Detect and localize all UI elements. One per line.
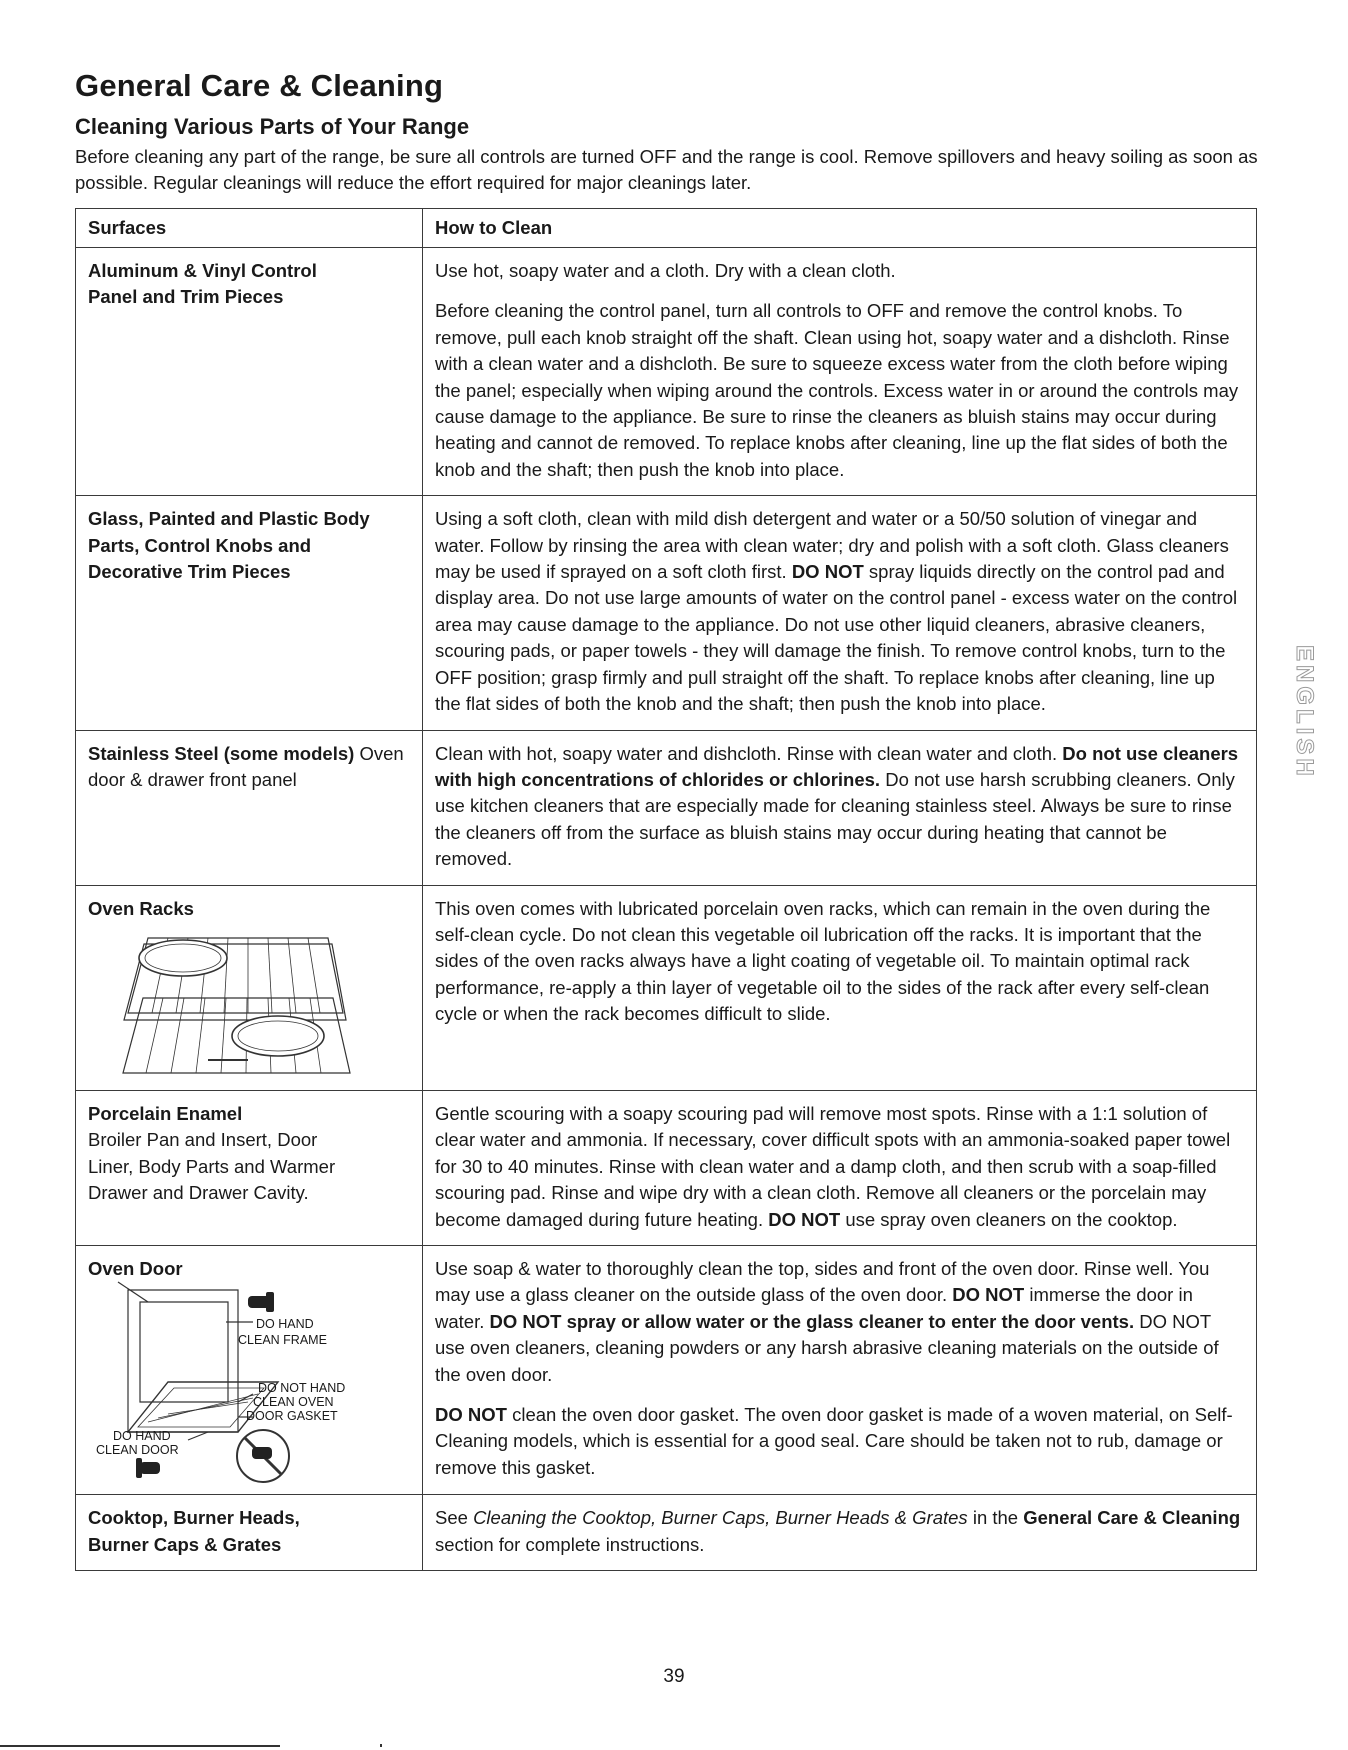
warning-text: DO NOT (952, 1284, 1025, 1306)
surface-name-bold: Porcelain Enamel (88, 1102, 243, 1124)
table-row (76, 1090, 1257, 1245)
instruction-text-part: See (435, 1507, 468, 1529)
instruction-text-part: clean the oven door gasket. The oven door gasket is made of a woven material, on Self-Cleaning models, which is essential for a good seal. Care should be taken not to rub, damage or remove this gasket. (435, 1404, 1233, 1478)
instruction-text-part: in the (972, 1507, 1019, 1529)
table-row (76, 885, 1257, 1090)
surface-cell (76, 885, 423, 1090)
intro-paragraph: Before cleaning any part of the range, be sure all controls are turned OFF and the range is cool. Remove spillovers and heavy soiling as soon as possible. Regular cleanings will reduce the effort required for major cleanings later. (75, 146, 1258, 193)
table-row (76, 496, 1257, 730)
surface-cell (76, 1245, 423, 1494)
surface-name (88, 741, 410, 794)
figure-label: DO NOT HAND (258, 1381, 346, 1396)
surface-name: Cooktop, Burner Heads, Burner Caps & Grates (88, 1507, 300, 1555)
page-number: 39 (663, 1666, 685, 1687)
instruction-text-part: DO NOT use oven cleaners, cleaning powders or any harsh abrasive cleaning materials on the outside of the oven door. (435, 1310, 1219, 1385)
instruction-text-part: Use soap & water to thoroughly clean the top, sides and front of the oven door. Rinse well. You may use a glass cleaner on the outside glass of the oven door. (435, 1257, 1210, 1306)
warning-text: DO NOT (768, 1208, 841, 1230)
surface-cell (76, 1090, 423, 1245)
warning-text: Do not use cleaners with high concentrations of chlorides or chlorines. (435, 742, 1239, 790)
how-to-clean-cell (423, 730, 1257, 885)
surface-name: Oven Racks (88, 897, 194, 919)
instruction-text-part: Using a soft cloth, clean with mild dish detergent and water or a 50/50 solution of vinegar and water. Follow by rinsing the area with clean water; dry and polish with a soft cloth. Glass cleaners may be used if sprayed on a soft cloth first. (435, 508, 1229, 583)
language-side-tab (1282, 640, 1318, 810)
instruction-text (435, 1505, 1244, 1558)
instruction-text: Before cleaning the control panel, turn all controls to OFF and remove the control knobs. To remove, pull each knob straight off the shaft. Clean using hot, soapy water and a dishcloth. Rinse with a clean water and a dishcloth. Be sure to squeeze excess water from the cloth before wiping the panel; especially when wiping around the controls. Excess water in or around the controls may cause damage to the appliance. Be sure to rinse the cleaners as bluish stains may occur during heating and cannot de removed. To replace knobs after cleaning, line up the flat sides of both the knob and the shaft; then push the knob into place. (435, 300, 1239, 480)
instruction-text-part: section for complete instructions. (435, 1533, 705, 1555)
figure-label: DO HAND (256, 1317, 314, 1332)
surface-cell (76, 496, 423, 730)
column-header-how-to-clean: How to Clean (423, 209, 1257, 248)
instruction-text: This oven comes with lubricated porcelain oven racks, which can remain in the oven during the self-clean cycle. Do not clean this vegetable oil lubrication off the racks. It is important that the sides of the oven racks always have a light coating of vegetable oil. To maintain optimal rack performance, re-apply a thin layer of vegetable oil to the sides of the rack after every self-clean cycle or when the rack becomes difficult to slide. (435, 897, 1211, 1025)
surface-cell (76, 730, 423, 885)
instruction-text-part: Clean with hot, soapy water and dishcloth. Rinse with clean water and cloth. (435, 742, 1058, 764)
table-header-row (76, 209, 1257, 248)
table-row (76, 730, 1257, 885)
cross-reference-section: General Care & Cleaning (1023, 1507, 1241, 1529)
instruction-text (435, 1101, 1244, 1233)
table-row (76, 248, 1257, 496)
bottom-rule (0, 1745, 280, 1747)
language-tab-label: ENGLISH (1291, 645, 1318, 780)
table-row (76, 1495, 1257, 1571)
how-to-clean-cell (423, 1090, 1257, 1245)
warning-text: DO NOT (435, 1404, 507, 1425)
column-header-surfaces: Surfaces (76, 209, 423, 248)
instruction-text (435, 1256, 1244, 1388)
warning-text: DO NOT (791, 561, 864, 583)
figure-label: CLEAN OVEN (253, 1395, 334, 1410)
figure-label: CLEAN FRAME (238, 1333, 327, 1348)
instruction-text-part: Do not use harsh scrubbing cleaners. Only use kitchen cleaners that are especially made for cleaning stainless steel. Always be sure to rinse the cleaners off from the surface as bluish stains may occur during heating that cannot be removed. (435, 768, 1235, 870)
page-title: General Care & Cleaning (75, 68, 444, 103)
how-to-clean-cell (423, 248, 1257, 496)
table-row (76, 1245, 1257, 1494)
section-title: Cleaning Various Parts of Your Range (75, 114, 470, 139)
instruction-text (435, 506, 1244, 717)
oven-door-drawing (88, 1282, 378, 1482)
figure-label: DO HAND (113, 1429, 171, 1444)
instruction-text-part: Gentle scouring with a soapy scouring pad will remove most spots. Rinse with a 1:1 solution of clear water and ammonia. If necessary, cover difficult spots with an ammonia-soaked paper towel for 30 to 40 minutes. Rinse with clean water and a damp cloth, and then scrub with a soap-filled scouring pad. Rinse and wipe dry with a clean cloth. Remove all cleaners or the porcelain may become damaged during future heating. (435, 1102, 1231, 1230)
warning-text: DO NOT spray or allow water or the glass cleaner to enter the door vents. (489, 1310, 1135, 1332)
figure-label: CLEAN DOOR (96, 1443, 179, 1458)
cross-reference-title: Cleaning the Cooktop, Burner Caps, Burner Heads & Grates (473, 1507, 968, 1529)
bottom-tick (380, 1744, 382, 1747)
oven-door-illustration (88, 1282, 410, 1482)
instruction-text: Use hot, soapy water and a cloth. Dry with a clean cloth. (435, 260, 896, 281)
instruction-text-part: spray liquids directly on the control pad and display area. Do not use large amounts of water on the control panel - excess water on the control area may cause damage to the appliance. Do not use other liquid cleaners, abrasive cleaners, scouring pads, or paper towels - they will damage the finish. To remove control knobs, turn to the OFF position; grasp firmly and pull straight off the shaft. To replace knobs after cleaning, line up the flat sides of both the knob and the shaft; then push the knob into place. (435, 561, 1238, 715)
instruction-text (435, 741, 1244, 873)
surface-name-bold: Stainless Steel (some models) (88, 742, 355, 764)
how-to-clean-cell (423, 496, 1257, 730)
instruction-text (435, 1402, 1244, 1481)
surface-detail: Oven door & drawer front panel (88, 742, 404, 790)
cleaning-table (75, 208, 1257, 1571)
instruction-text-part: use spray oven cleaners on the cooktop. (845, 1208, 1178, 1230)
how-to-clean-cell (423, 1245, 1257, 1494)
oven-racks-illustration (88, 928, 410, 1078)
language-tab-drawing (1282, 640, 1318, 810)
surface-detail: Broiler Pan and Insert, Door Liner, Body Parts and Warmer Drawer and Drawer Cavity. (88, 1129, 336, 1204)
surface-cell (76, 1495, 423, 1571)
oven-racks-drawing (88, 928, 368, 1078)
instruction-text-part: immerse the door in water. (435, 1284, 1193, 1332)
how-to-clean-cell (423, 1495, 1257, 1571)
how-to-clean-cell (423, 885, 1257, 1090)
surface-name: Oven Door (88, 1257, 183, 1279)
surface-name: Aluminum & Vinyl Control Panel and Trim Pieces (88, 260, 317, 308)
figure-label: DOOR GASKET (246, 1409, 338, 1424)
surface-cell (76, 248, 423, 496)
surface-name: Glass, Painted and Plastic Body Parts, Control Knobs and Decorative Trim Pieces (88, 508, 370, 583)
